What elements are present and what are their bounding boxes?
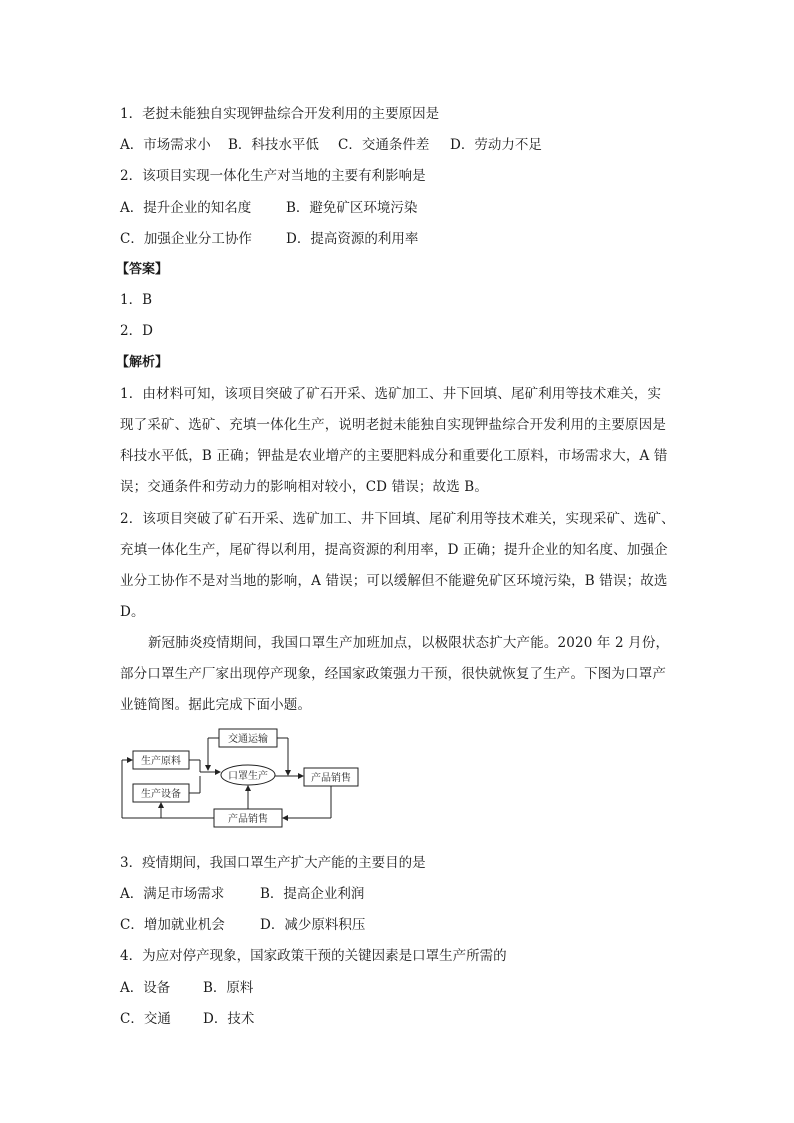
analysis2-line: 业分工协作不是对当地的影响，A 错误；可以缓解但不能避免矿区环境污染，B 错误；故选 (120, 573, 668, 589)
transport-label: 交通运输 (228, 734, 268, 745)
analysis1-line: 误；交通条件和劳动力的影响相对较小，CD 错误；故选 B。 (120, 479, 489, 495)
q1-options (120, 135, 542, 155)
analysis1-line: 现了采矿、选矿、充填一体化生产，说明老挝未能独自实现钾盐综合开发利用的主要原因是 (120, 417, 666, 433)
q3-stem: 3．疫情期间，我国口罩生产扩大产能的主要目的是 (120, 855, 426, 871)
q4-options-row1 (120, 978, 253, 998)
q3-options-row1 (120, 884, 364, 904)
q3-options-row2 (120, 915, 365, 935)
q1-option-b: B．科技水平低 (228, 137, 319, 153)
q2-option-a: A．提升企业的知名度 (120, 200, 252, 216)
material-line: 业链简图。据此完成下面小题。 (120, 697, 312, 713)
q3-option-b: B．提高企业利润 (260, 886, 365, 902)
q2-options-row2 (120, 229, 418, 249)
q4-option-d: D．技术 (203, 1011, 255, 1027)
q4-option-b: B．原料 (203, 980, 254, 996)
sales-bottom-label: 产品销售 (228, 814, 268, 825)
analysis1-line: 科技水平低，B 正确；钾盐是农业增产的主要肥料成分和重要化工原料，市场需求大，A 错 (120, 448, 668, 464)
q3-option-d: D．减少原料积压 (260, 917, 366, 933)
q2-option-d: D．提高资源的利用率 (286, 231, 419, 247)
answer-1: 1．B (120, 292, 153, 308)
material-line: 新冠肺炎疫情期间，我国口罩生产加班加点，以极限状态扩大产能。2020 年 2 月份， (148, 635, 670, 651)
q3-option-c: C．增加就业机会 (120, 917, 225, 933)
analysis-header: 【解析】 (116, 355, 169, 370)
analysis2-line: D。 (120, 604, 145, 620)
mask-industry-chain-diagram (118, 727, 368, 833)
analysis1-line: 1．由材料可知，该项目突破了矿石开采、选矿加工、井下回填、尾矿利用等技术难关，实 (120, 386, 662, 402)
q2-options-row1 (120, 198, 417, 218)
q1-option-d: D．劳动力不足 (450, 137, 542, 153)
analysis2-line: 2．该项目突破了矿石开采、选矿加工、井下回填、尾矿利用等技术难关，实现采矿、选矿、 (120, 511, 675, 527)
production-label: 口罩生产 (228, 771, 268, 782)
q3-option-a: A．满足市场需求 (120, 886, 225, 902)
q4-stem: 4．为应对停产现象，国家政策干预的关键因素是口罩生产所需的 (120, 948, 507, 964)
answer-2: 2．D (120, 323, 153, 339)
q1-stem: 1．老挝未能独自实现钾盐综合开发利用的主要原因是 (120, 106, 440, 122)
analysis2-line: 充填一体化生产，尾矿得以利用，提高资源的利用率，D 正确；提升企业的知名度、加强企 (120, 542, 668, 558)
answer-header: 【答案】 (116, 262, 169, 277)
material-line: 部分口罩生产厂家出现停产现象，经国家政策强力干预，很快就恢复了生产。下图为口罩产 (120, 666, 666, 682)
q2-stem: 2．该项目实现一体化生产对当地的主要有利影响是 (120, 168, 426, 184)
q4-option-c: C．交通 (120, 1011, 171, 1027)
sales-right-label: 产品销售 (311, 773, 351, 784)
q2-option-b: B．避免矿区环境污染 (286, 200, 418, 216)
q4-option-a: A．设备 (120, 980, 171, 996)
q2-option-c: C．加强企业分工协作 (120, 231, 252, 247)
equipment-label: 生产设备 (141, 789, 181, 800)
raw-material-label: 生产原料 (141, 756, 181, 767)
q1-option-a: A．市场需求小 (120, 137, 211, 153)
q1-option-c: C．交通条件差 (338, 137, 430, 153)
q4-options-row2 (120, 1009, 254, 1029)
